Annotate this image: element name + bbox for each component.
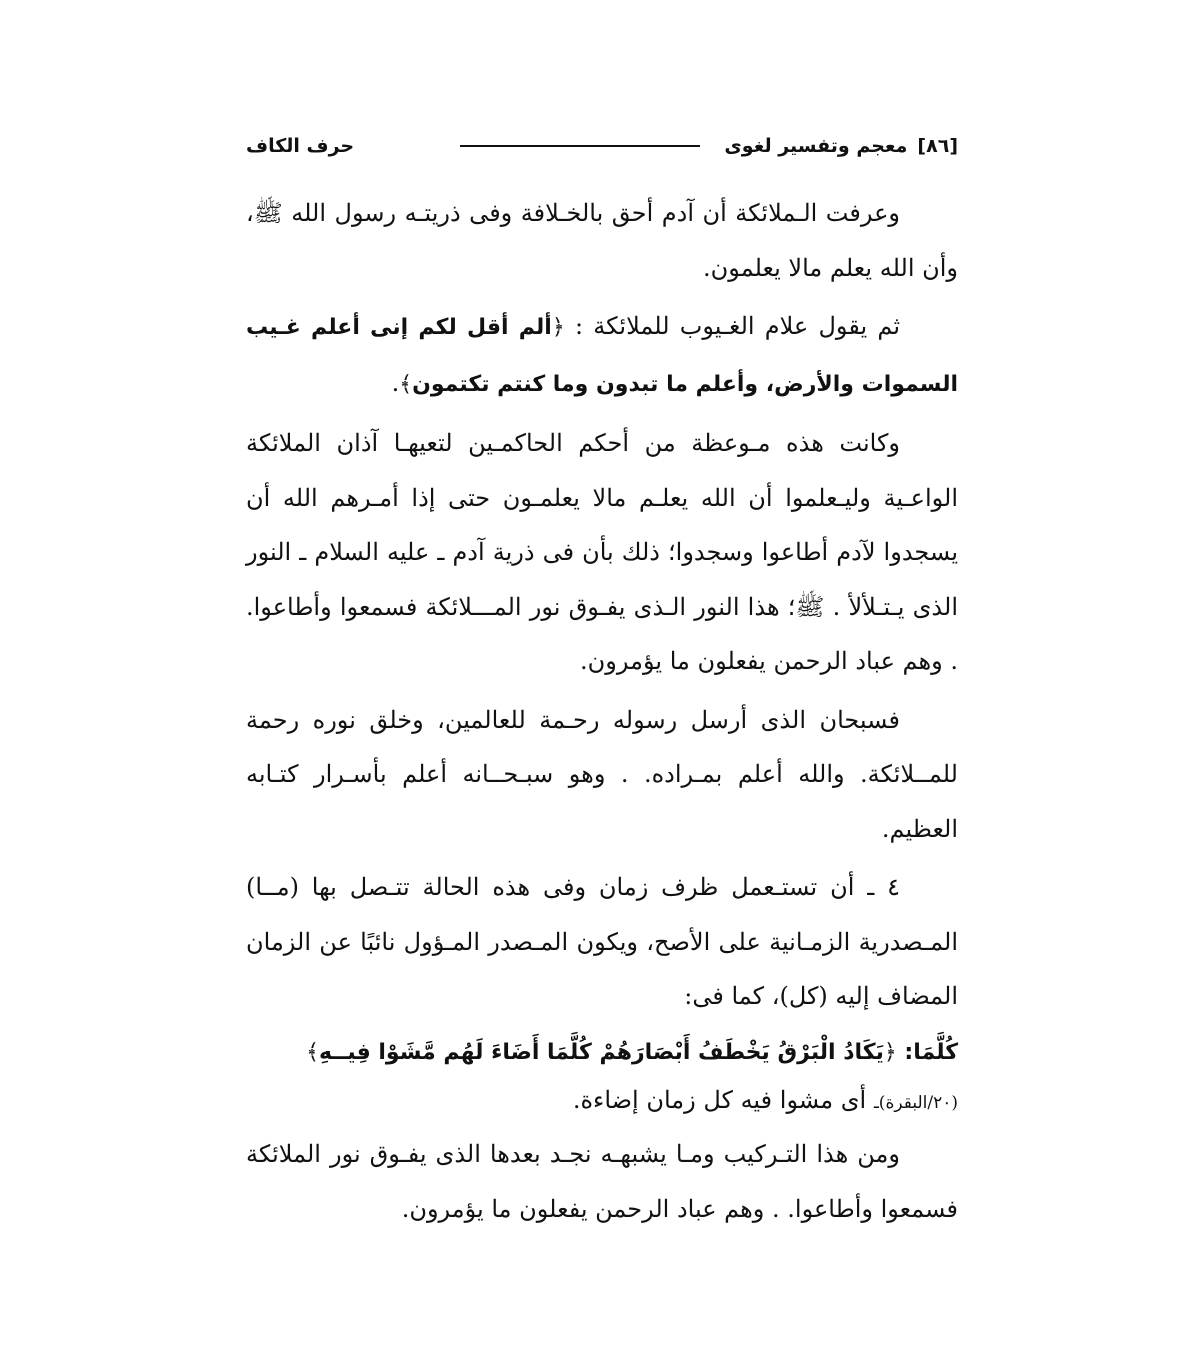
book-title: معجم وتفسير لغوى bbox=[724, 135, 908, 157]
header-rule bbox=[460, 145, 700, 147]
paragraph-2 bbox=[246, 299, 958, 412]
verse-open-bracket-2: ﴿ bbox=[883, 1039, 897, 1065]
verse-open-bracket: ﴿ bbox=[551, 315, 565, 340]
running-header bbox=[246, 128, 958, 164]
paragraph-3 bbox=[246, 416, 958, 689]
quran-verse: ألم أقل لكم إنى أعلم غـيب السموات والأرض، وأعلم ما تبدون وما كنتم تكتمون bbox=[246, 315, 958, 397]
paragraph-5 bbox=[246, 860, 958, 1024]
paragraph-4 bbox=[246, 693, 958, 857]
paragraph-6 bbox=[246, 1024, 958, 1081]
header-title-group bbox=[460, 135, 958, 157]
paragraph-4-text: فسبحان الذى أرسل رسوله رحـمة للعالمين، وخلق نوره رحمة للمــلائكة. والله أعلم بمـراده. . وهو سبـحــانه أعلم بأسـرار كتـابه العظيم. bbox=[246, 705, 958, 843]
paragraph-1 bbox=[246, 186, 958, 295]
paragraph-3-text: وكانت هذه مـوعظة من أحكم الحاكمـين لتعيهـا آذان الملائكة الواعـية وليـعلموا أن الله يعلـم مالا يعلمـون حتى إذا أمـرهم الله أن يسجدوا لآدم أطاعوا وسجدوا؛ ذلك بأن فى ذرية آدم ـ عليه السلام ـ النور الذى يـتـلألأ . ﷺ؛ هذا النور الـذى يفـوق نور المـــلائكة فسمعوا وأطاعوا. . وهم عباد الرحمن يفعلون ما يؤمرون. bbox=[246, 429, 958, 675]
paragraph-7 bbox=[246, 1080, 958, 1123]
verse-close-bracket-2: ﴾ bbox=[306, 1039, 319, 1065]
paragraph-2-tail: . bbox=[391, 368, 400, 397]
verse-reference: (٢٠/البقرة)ـ bbox=[873, 1093, 958, 1113]
body-text bbox=[246, 186, 958, 1236]
verse-close-bracket: ﴾ bbox=[399, 371, 413, 397]
paragraph-5-text: ٤ ـ أن تستـعمل ظرف زمان وفى هذه الحالة تتـصل بها (مــا) المـصدرية الزمـانية على الأصح، ويكون المـصدر المـؤول نائبًا عن الزمان المضاف إليه (كل)، كما فى: bbox=[246, 873, 958, 1010]
paragraph-2-lead: ثم يقول علام الغـيوب للملائكة : bbox=[564, 312, 901, 340]
paragraph-8 bbox=[246, 1127, 958, 1236]
page-number: [٨٦] bbox=[917, 135, 958, 157]
keyword-kullama: كُلَّمَا: bbox=[904, 1039, 958, 1065]
paragraph-8-text: ومن هذا التـركيب ومـا يشبهـه نجـد بعدها الذى يفـوق نور الملائكة فسمعوا وأطاعوا. . وهم عباد الرحمن يفعلون ما يؤمرون. bbox=[246, 1140, 958, 1223]
section-title: حرف الكاف bbox=[246, 135, 355, 157]
quran-verse-2: يَكَادُ الْبَرْقُ يَخْطَفُ أَبْصَارَهُمْ كُلَّمَا أَضَاءَ لَهُم مَّشَوْا فِيــهِ bbox=[318, 1039, 884, 1065]
paragraph-7-text: أى مشوا فيه كل زمان إضاءة. bbox=[572, 1086, 874, 1114]
paragraph-1-text: وعرفت الـملائكة أن آدم أحق بالخـلافة وفى ذريتـه رسول الله ﷺ، وأن الله يعلم مالا يعلمون. bbox=[246, 199, 958, 282]
